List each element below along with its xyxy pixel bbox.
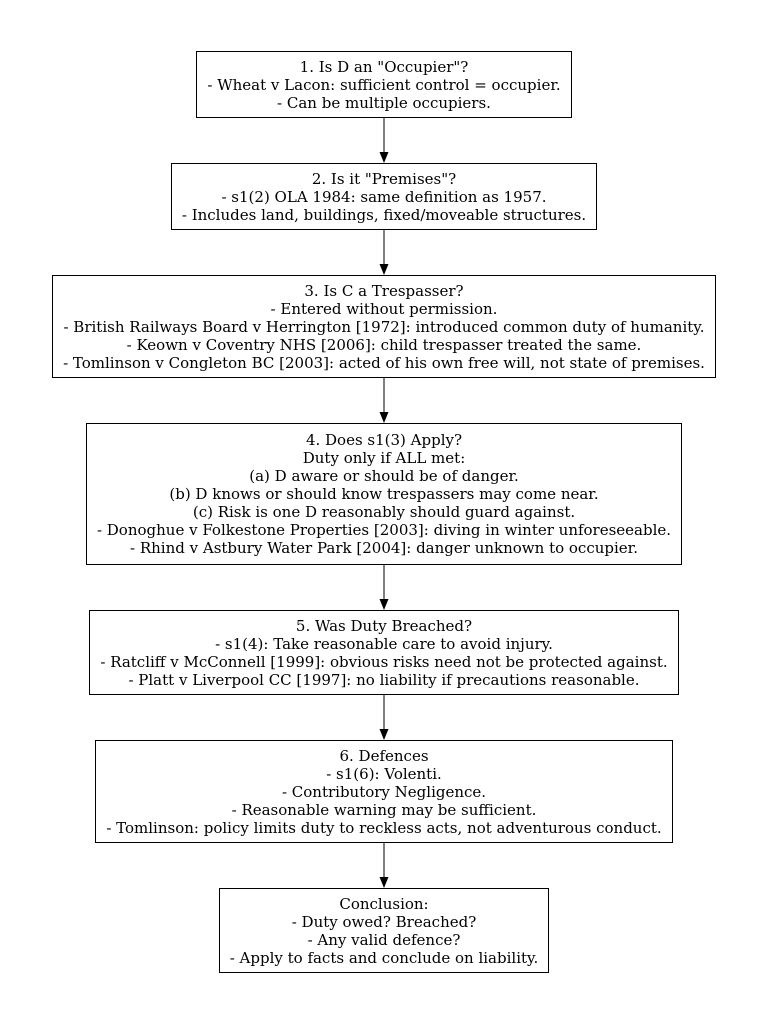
step-title: 4. Does s1(3) Apply? [305, 431, 463, 449]
step-point: - Rhind v Astbury Water Park [2004]: danger unknown to occupier. [130, 539, 638, 557]
step-6-defences-box [95, 740, 672, 843]
step-point: - Any valid defence? [307, 931, 461, 949]
step-point: - Can be multiple occupiers. [277, 94, 491, 112]
step-point: - Tomlinson: policy limits duty to reckless acts, not adventurous conduct. [106, 819, 662, 837]
step-2-premises-box [171, 163, 597, 230]
step-point: - Includes land, buildings, fixed/moveable structures. [181, 206, 587, 224]
step-point: - Donoghue v Folkestone Properties [2003]: diving in winter unforeseeable. [96, 521, 672, 539]
step-point: - Entered without permission. [270, 300, 498, 318]
flow-arrow [374, 230, 394, 275]
step-point: (c) Risk is one D reasonably should guard against. [192, 503, 576, 521]
step-point: - Apply to facts and conclude on liability. [229, 949, 539, 967]
step-point: - Tomlinson v Congleton BC [2003]: acted of his own free will, not state of premises. [63, 354, 705, 372]
step-point: Duty only if ALL met: [302, 449, 466, 467]
step-point: - Keown v Coventry NHS [2006]: child trespasser treated the same. [126, 336, 642, 354]
step-point: - Contributory Negligence. [281, 783, 487, 801]
step-point: - s1(2) OLA 1984: same definition as 1957. [221, 188, 547, 206]
step-point: - Ratcliff v McConnell [1999]: obvious risks need not be protected against. [100, 653, 668, 671]
flow-arrow [374, 695, 394, 740]
step-1-occupier-box [196, 51, 571, 118]
conclusion-box [219, 888, 550, 973]
step-point: - Reasonable warning may be sufficient. [231, 801, 537, 819]
flow-arrow [374, 565, 394, 610]
step-point: - Wheat v Lacon: sufficient control = occupier. [207, 76, 561, 94]
step-point: (b) D knows or should know trespassers may come near. [169, 485, 599, 503]
step-point: - Duty owed? Breached? [291, 913, 477, 931]
step-3-trespasser-box [52, 275, 716, 378]
step-title: Conclusion: [339, 895, 429, 913]
step-5-breach-box [89, 610, 678, 695]
step-point: - s1(4): Take reasonable care to avoid injury. [215, 635, 553, 653]
step-point: - British Railways Board v Herrington [1972]: introduced common duty of humanity. [63, 318, 705, 336]
step-title: 5. Was Duty Breached? [295, 617, 473, 635]
step-point: - Platt v Liverpool CC [1997]: no liability if precautions reasonable. [128, 671, 640, 689]
flow-arrow [374, 378, 394, 423]
step-title: 6. Defences [339, 747, 429, 765]
step-title: 1. Is D an "Occupier"? [299, 58, 469, 76]
step-title: 2. Is it "Premises"? [311, 170, 457, 188]
step-4-s1-3-apply-box [86, 423, 682, 565]
flow-arrow [374, 118, 394, 163]
step-point: (a) D aware or should be of danger. [249, 467, 519, 485]
flow-arrow [374, 843, 394, 888]
step-point: - s1(6): Volenti. [326, 765, 442, 783]
step-title: 3. Is C a Trespasser? [304, 282, 464, 300]
